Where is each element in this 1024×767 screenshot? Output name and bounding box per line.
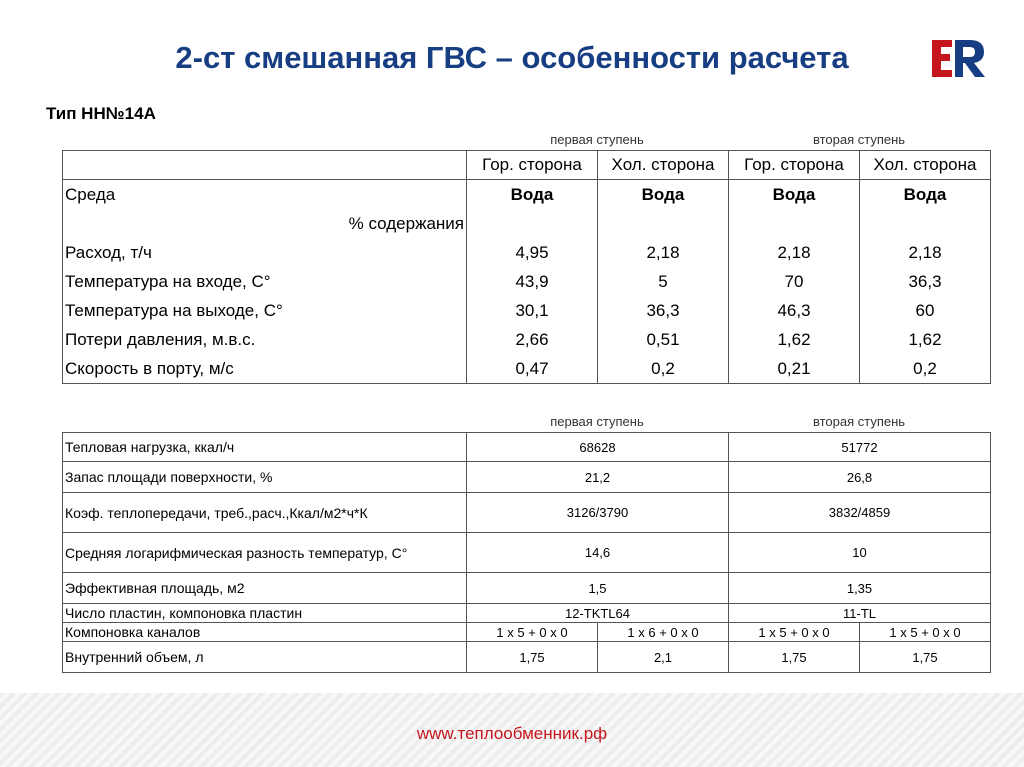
table-cell: 1,75 (467, 642, 598, 673)
row-label: Эффективная площадь, м2 (63, 573, 467, 604)
table-row (63, 354, 991, 384)
table-row (63, 180, 991, 210)
footer-website-link[interactable]: www.теплообменник.рф (416, 724, 608, 743)
table-cell: 1 x 6 + 0 x 0 (598, 623, 729, 642)
table-cell: 2,66 (467, 325, 598, 354)
table-row (63, 623, 991, 642)
table-row (63, 267, 991, 296)
er-brand-logo-icon (928, 34, 988, 84)
table-cell: 1,75 (860, 642, 991, 673)
table-cell: 3832/4859 (729, 493, 991, 533)
row-label: Температура на выходе, С° (63, 296, 467, 325)
column-header: Хол. сторона (598, 151, 729, 180)
table-cell (860, 209, 991, 238)
table-row (63, 433, 991, 462)
table-cell: 1 x 5 + 0 x 0 (467, 623, 598, 642)
table-cell: 2,18 (860, 238, 991, 267)
table-cell: 0,2 (860, 354, 991, 384)
table-cell: 5 (598, 267, 729, 296)
table-cell: 36,3 (860, 267, 991, 296)
table-cell: 2,18 (598, 238, 729, 267)
column-header: Гор. сторона (729, 151, 860, 180)
table-cell: 1 x 5 + 0 x 0 (729, 623, 860, 642)
table-cell: 46,3 (729, 296, 860, 325)
table-cell: 3126/3790 (467, 493, 729, 533)
table-cell (467, 209, 598, 238)
table-cell: 11-TL (729, 604, 991, 623)
hydraulic-params-table (62, 150, 991, 384)
type-label: Тип НН№14А (46, 104, 156, 123)
table-row (63, 209, 991, 238)
table-cell: Вода (467, 180, 598, 210)
table-row (63, 573, 991, 604)
percent-content-label: % содержания (63, 209, 467, 238)
column-header: Гор. сторона (467, 151, 598, 180)
table-cell: Вода (598, 180, 729, 210)
table-row (63, 533, 991, 573)
row-label: Запас площади поверхности, % (63, 462, 467, 493)
table-cell: 0,51 (598, 325, 729, 354)
table-cell: 1,62 (729, 325, 860, 354)
table-row (63, 604, 991, 623)
table-row (63, 325, 991, 354)
table2-stage2-header: вторая ступень (812, 414, 906, 429)
column-header: Хол. сторона (860, 151, 991, 180)
row-label: Число пластин, компоновка пластин (63, 604, 467, 623)
table-cell: Вода (860, 180, 991, 210)
table-cell (729, 209, 860, 238)
table-cell: 2,18 (729, 238, 860, 267)
table-cell: 68628 (467, 433, 729, 462)
table2-stage1-header: первая ступень (550, 414, 644, 429)
row-label: Внутренний объем, л (63, 642, 467, 673)
row-label: Коэф. теплопередачи, треб.,расч.,Ккал/м2*ч*К (63, 493, 467, 533)
row-label: Средняя логарифмическая разность температур, С° (63, 533, 467, 573)
table-cell: 21,2 (467, 462, 729, 493)
table-row (63, 296, 991, 325)
table-cell: 10 (729, 533, 991, 573)
table1-stage2-header: вторая ступень (812, 132, 906, 147)
thermal-params-table (62, 432, 991, 673)
row-label: Скорость в порту, м/с (63, 354, 467, 384)
table-row (63, 238, 991, 267)
table-row (63, 462, 991, 493)
table-cell: 12-TKTL64 (467, 604, 729, 623)
row-label: Среда (63, 180, 467, 210)
table-cell: 0,2 (598, 354, 729, 384)
table-cell: 26,8 (729, 462, 991, 493)
table-cell: 70 (729, 267, 860, 296)
table-cell: 36,3 (598, 296, 729, 325)
row-label: Компоновка каналов (63, 623, 467, 642)
table-cell: 4,95 (467, 238, 598, 267)
table-cell: 1,62 (860, 325, 991, 354)
row-label: Потери давления, м.в.с. (63, 325, 467, 354)
table-row (63, 642, 991, 673)
row-label: Расход, т/ч (63, 238, 467, 267)
row-label: Температура на входе, С° (63, 267, 467, 296)
table-cell: 43,9 (467, 267, 598, 296)
table-cell: 1 x 5 + 0 x 0 (860, 623, 991, 642)
table-row (63, 493, 991, 533)
table-cell: 0,21 (729, 354, 860, 384)
slide-title: 2-ст смешанная ГВС – особенности расчета (175, 40, 849, 75)
table-cell: 0,47 (467, 354, 598, 384)
table-cell: 60 (860, 296, 991, 325)
table-cell: 30,1 (467, 296, 598, 325)
table1-stage1-header: первая ступень (550, 132, 644, 147)
table-cell: 1,75 (729, 642, 860, 673)
header-empty-cell (63, 151, 467, 180)
table-cell: 1,35 (729, 573, 991, 604)
table-header-row (63, 151, 991, 180)
table-cell: 14,6 (467, 533, 729, 573)
table-cell: 51772 (729, 433, 991, 462)
row-label: Тепловая нагрузка, ккал/ч (63, 433, 467, 462)
table-cell: Вода (729, 180, 860, 210)
table-cell (598, 209, 729, 238)
table-cell: 1,5 (467, 573, 729, 604)
table-cell: 2,1 (598, 642, 729, 673)
